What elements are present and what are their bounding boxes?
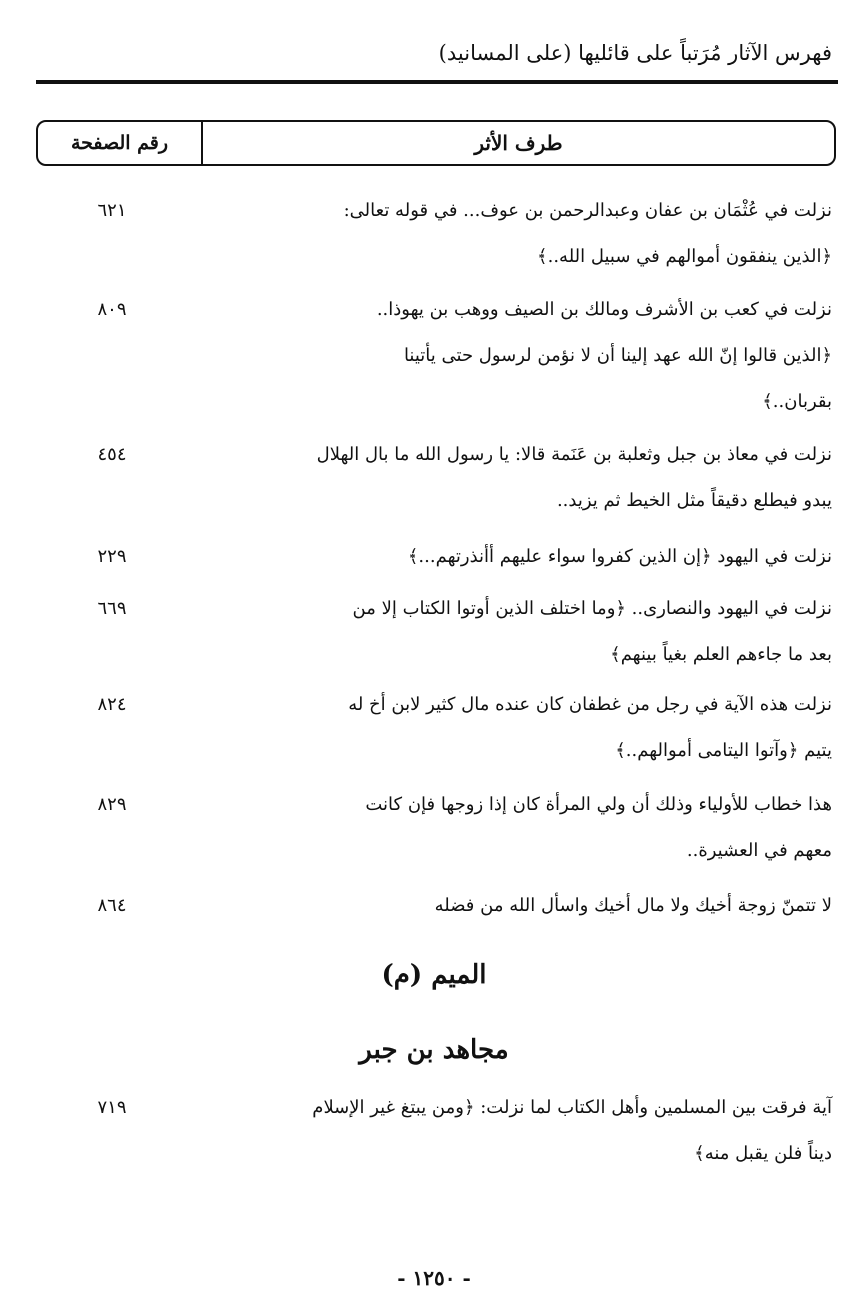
index-entry	[32, 1085, 832, 1165]
entry-page: ٨٦٤	[97, 895, 127, 916]
index-entry	[32, 682, 832, 762]
entry-line: لا تتمنّ زوجة أخيك ولا مال أخيك واسأل الله من فضله	[434, 895, 832, 916]
entry-page: ٨٠٩	[97, 299, 127, 320]
entry-page: ٧١٩	[97, 1097, 127, 1118]
table-header	[36, 120, 836, 166]
entry-text	[212, 287, 832, 425]
running-header: فهرس الآثار مُرَتباً على قائليها (على المسانيد)	[438, 41, 832, 65]
index-entry	[32, 782, 832, 862]
entry-line: بعد ما جاءهم العلم بغياً بينهم﴾	[610, 644, 832, 665]
entry-text	[212, 883, 832, 929]
index-entry	[32, 188, 832, 268]
entry-line: آية فرقت بين المسلمين وأهل الكتاب لما نزلت: ﴿ومن يبتغ غير الإسلام	[312, 1097, 832, 1118]
header-rule	[36, 80, 838, 84]
entry-page: ٨٢٩	[97, 794, 127, 815]
entry-page: ٦٢١	[97, 200, 127, 221]
entry-line: نزلت هذه الآية في رجل من غطفان كان عنده مال كثير لابن أخ له	[348, 694, 832, 715]
index-entry	[32, 432, 832, 512]
entry-page: ٢٢٩	[97, 546, 127, 567]
entry-line: هذا خطاب للأولياء وذلك أن ولي المرأة كان إذا زوجها فإن كانت	[365, 794, 832, 815]
entry-line: نزلت في عُثْمَان بن عفان وعبدالرحمن بن عوف... في قوله تعالى:	[343, 200, 832, 221]
entry-line: نزلت في كعب بن الأشرف ومالك بن الصيف ووهب بن يهوذا..	[376, 299, 832, 320]
entry-line: يتيم ﴿وآتوا اليتامى أموالهم..﴾	[615, 740, 832, 761]
entry-text	[212, 432, 832, 524]
index-entry	[32, 287, 832, 425]
index-entry	[32, 534, 832, 574]
index-entry	[32, 586, 832, 666]
entry-line: يبدو فيطلع دقيقاً مثل الخيط ثم يزيد..	[556, 490, 832, 511]
entry-line: بقربان..﴾	[762, 391, 832, 412]
column-header-text: طرف الأثر	[474, 131, 563, 155]
entry-line: معهم في العشيرة..	[686, 840, 832, 861]
index-entry	[32, 883, 832, 923]
narrator-heading: مجاهد بن جبر	[359, 1035, 509, 1065]
page-number: - ١٢٥٠ -	[397, 1266, 471, 1290]
entry-text	[212, 586, 832, 678]
entry-line: ﴿الذين ينفقون أموالهم في سبيل الله..﴾	[537, 246, 832, 267]
column-header-page: رقم الصفحة	[38, 122, 203, 164]
entry-text	[212, 1085, 832, 1177]
entry-text	[212, 782, 832, 874]
entry-line: نزلت في معاذ بن جبل وثعلبة بن عَنَمة قالا: يا رسول الله ما بال الهلال	[316, 444, 832, 465]
entry-text	[212, 682, 832, 774]
entry-line: ديناً فلن يقبل منه﴾	[694, 1143, 832, 1164]
entry-page: ٤٥٤	[97, 444, 127, 465]
entry-page: ٨٢٤	[97, 694, 127, 715]
entry-line: نزلت في اليهود ﴿إن الذين كفروا سواء عليهم أأنذرتهم...﴾	[407, 546, 832, 567]
letter-heading: الميم (م)	[381, 960, 487, 990]
entry-text	[212, 534, 832, 580]
entry-line: نزلت في اليهود والنصارى.. ﴿وما اختلف الذين أوتوا الكتاب إلا من	[352, 598, 832, 619]
entry-text	[212, 188, 832, 280]
entry-line: ﴿الذين قالوا إنّ الله عهد إلينا أن لا نؤمن لرسول حتى يأتينا	[403, 345, 832, 366]
entry-page: ٦٦٩	[97, 598, 127, 619]
